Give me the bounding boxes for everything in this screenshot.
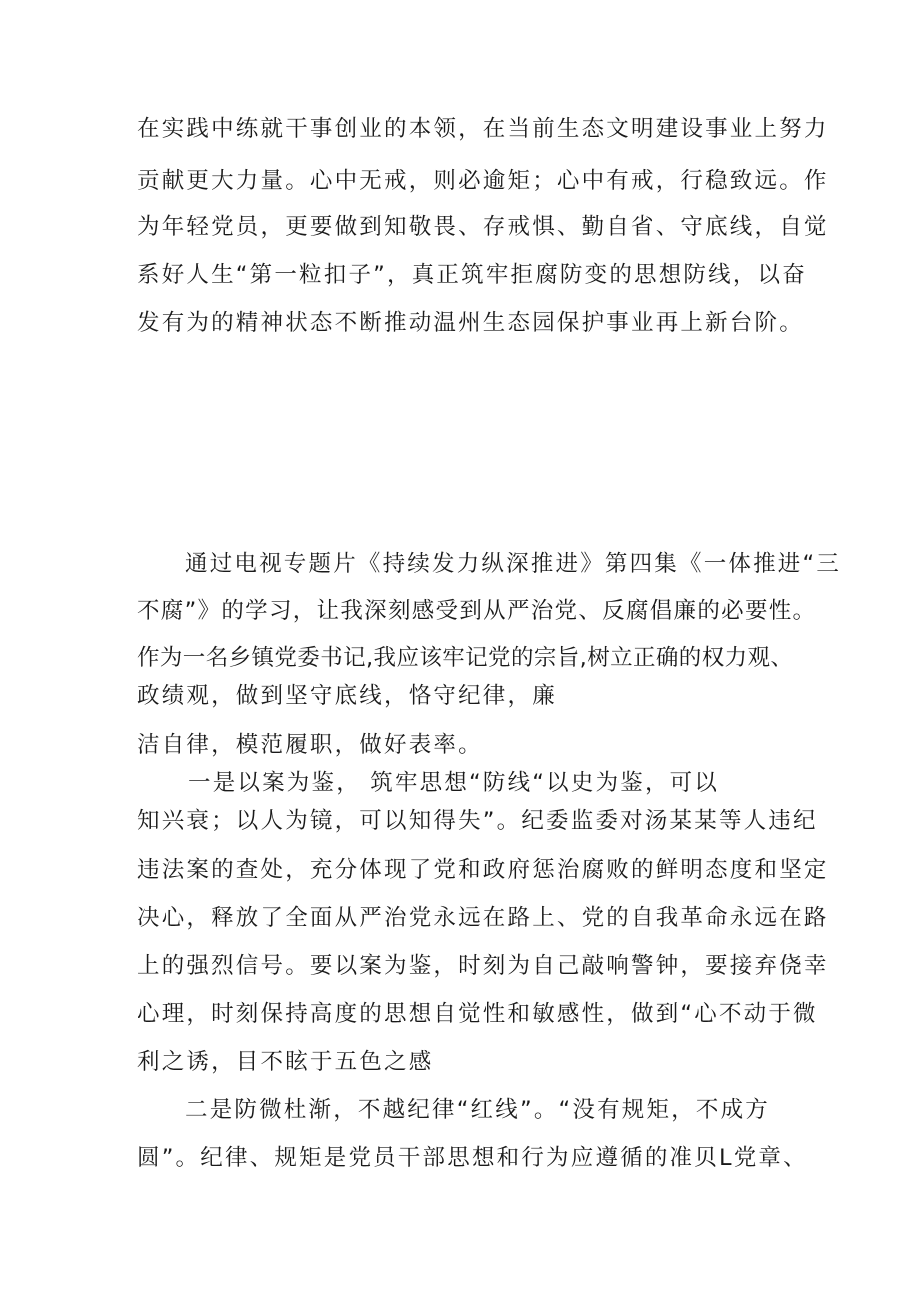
paragraph-line: 决心，释放了全面从严治党永远在路上、党的自我革命永远在路 xyxy=(137,905,829,931)
paragraph-line: 违法案的查处，充分体现了党和政府惩治腐败的鲜明态度和坚定 xyxy=(137,857,829,883)
paragraph-line: 利之诱，目不眩于五色之感 xyxy=(137,1049,434,1075)
paragraph-line: 二是防微杜渐，不越纪律“红线”。“没有规矩，不成方 xyxy=(185,1097,770,1123)
paragraph-line: 政绩观，做到坚守底线，恪守纪律，廉 xyxy=(137,683,557,709)
paragraph-line: 知兴衰；以人为镜，可以知得失”。纪委监委对汤某某等人违纪 xyxy=(137,808,818,834)
paragraph-line: 圆”。纪律、规矩是党员干部思想和行为应遵循的准贝L党章、 xyxy=(137,1145,808,1171)
paragraph-line: 一是以案为鉴， 筑牢思想“防线“以史为鉴，可以 xyxy=(188,770,720,796)
paragraph-line: 贡献更大力量。心中无戒，则必逾矩；心中有戒，行稳致远。作 xyxy=(137,168,829,194)
paragraph-line: 通过电视专题片《持续发力纵深推进》第四集《一体推进“三 xyxy=(185,551,842,577)
paragraph-line: 不腐”》的学习，让我深刻感受到从严治党、反腐倡廉的必要性。 xyxy=(137,598,817,624)
paragraph-line: 系好人生“第一粒扣子”，真正筑牢拒腐防变的思想防线，以奋 xyxy=(137,262,807,288)
paragraph-line: 作为一名乡镇党委书记,我应该牢记党的宗旨,树立正确的权力观、 xyxy=(137,645,794,671)
paragraph-line: 发有为的精神状态不断推动温州生态园保护事业再上新台阶。 xyxy=(137,310,804,336)
paragraph-line: 在实践中练就干事创业的本领，在当前生态文明建设事业上努力 xyxy=(137,116,829,142)
paragraph-line: 为年轻党员，更要做到知敬畏、存戒惧、勤自省、守底线，自觉 xyxy=(137,214,829,240)
paragraph-line: 洁自律，模范履职，做好表率。 xyxy=(137,732,483,758)
paragraph-line: 心理，时刻保持高度的思想自觉性和敏感性，做到“心不动于微 xyxy=(137,1001,818,1027)
paragraph-line: 上的强烈信号。要以案为鉴，时刻为自己敲响警钟，要接弃侥幸 xyxy=(137,953,829,979)
